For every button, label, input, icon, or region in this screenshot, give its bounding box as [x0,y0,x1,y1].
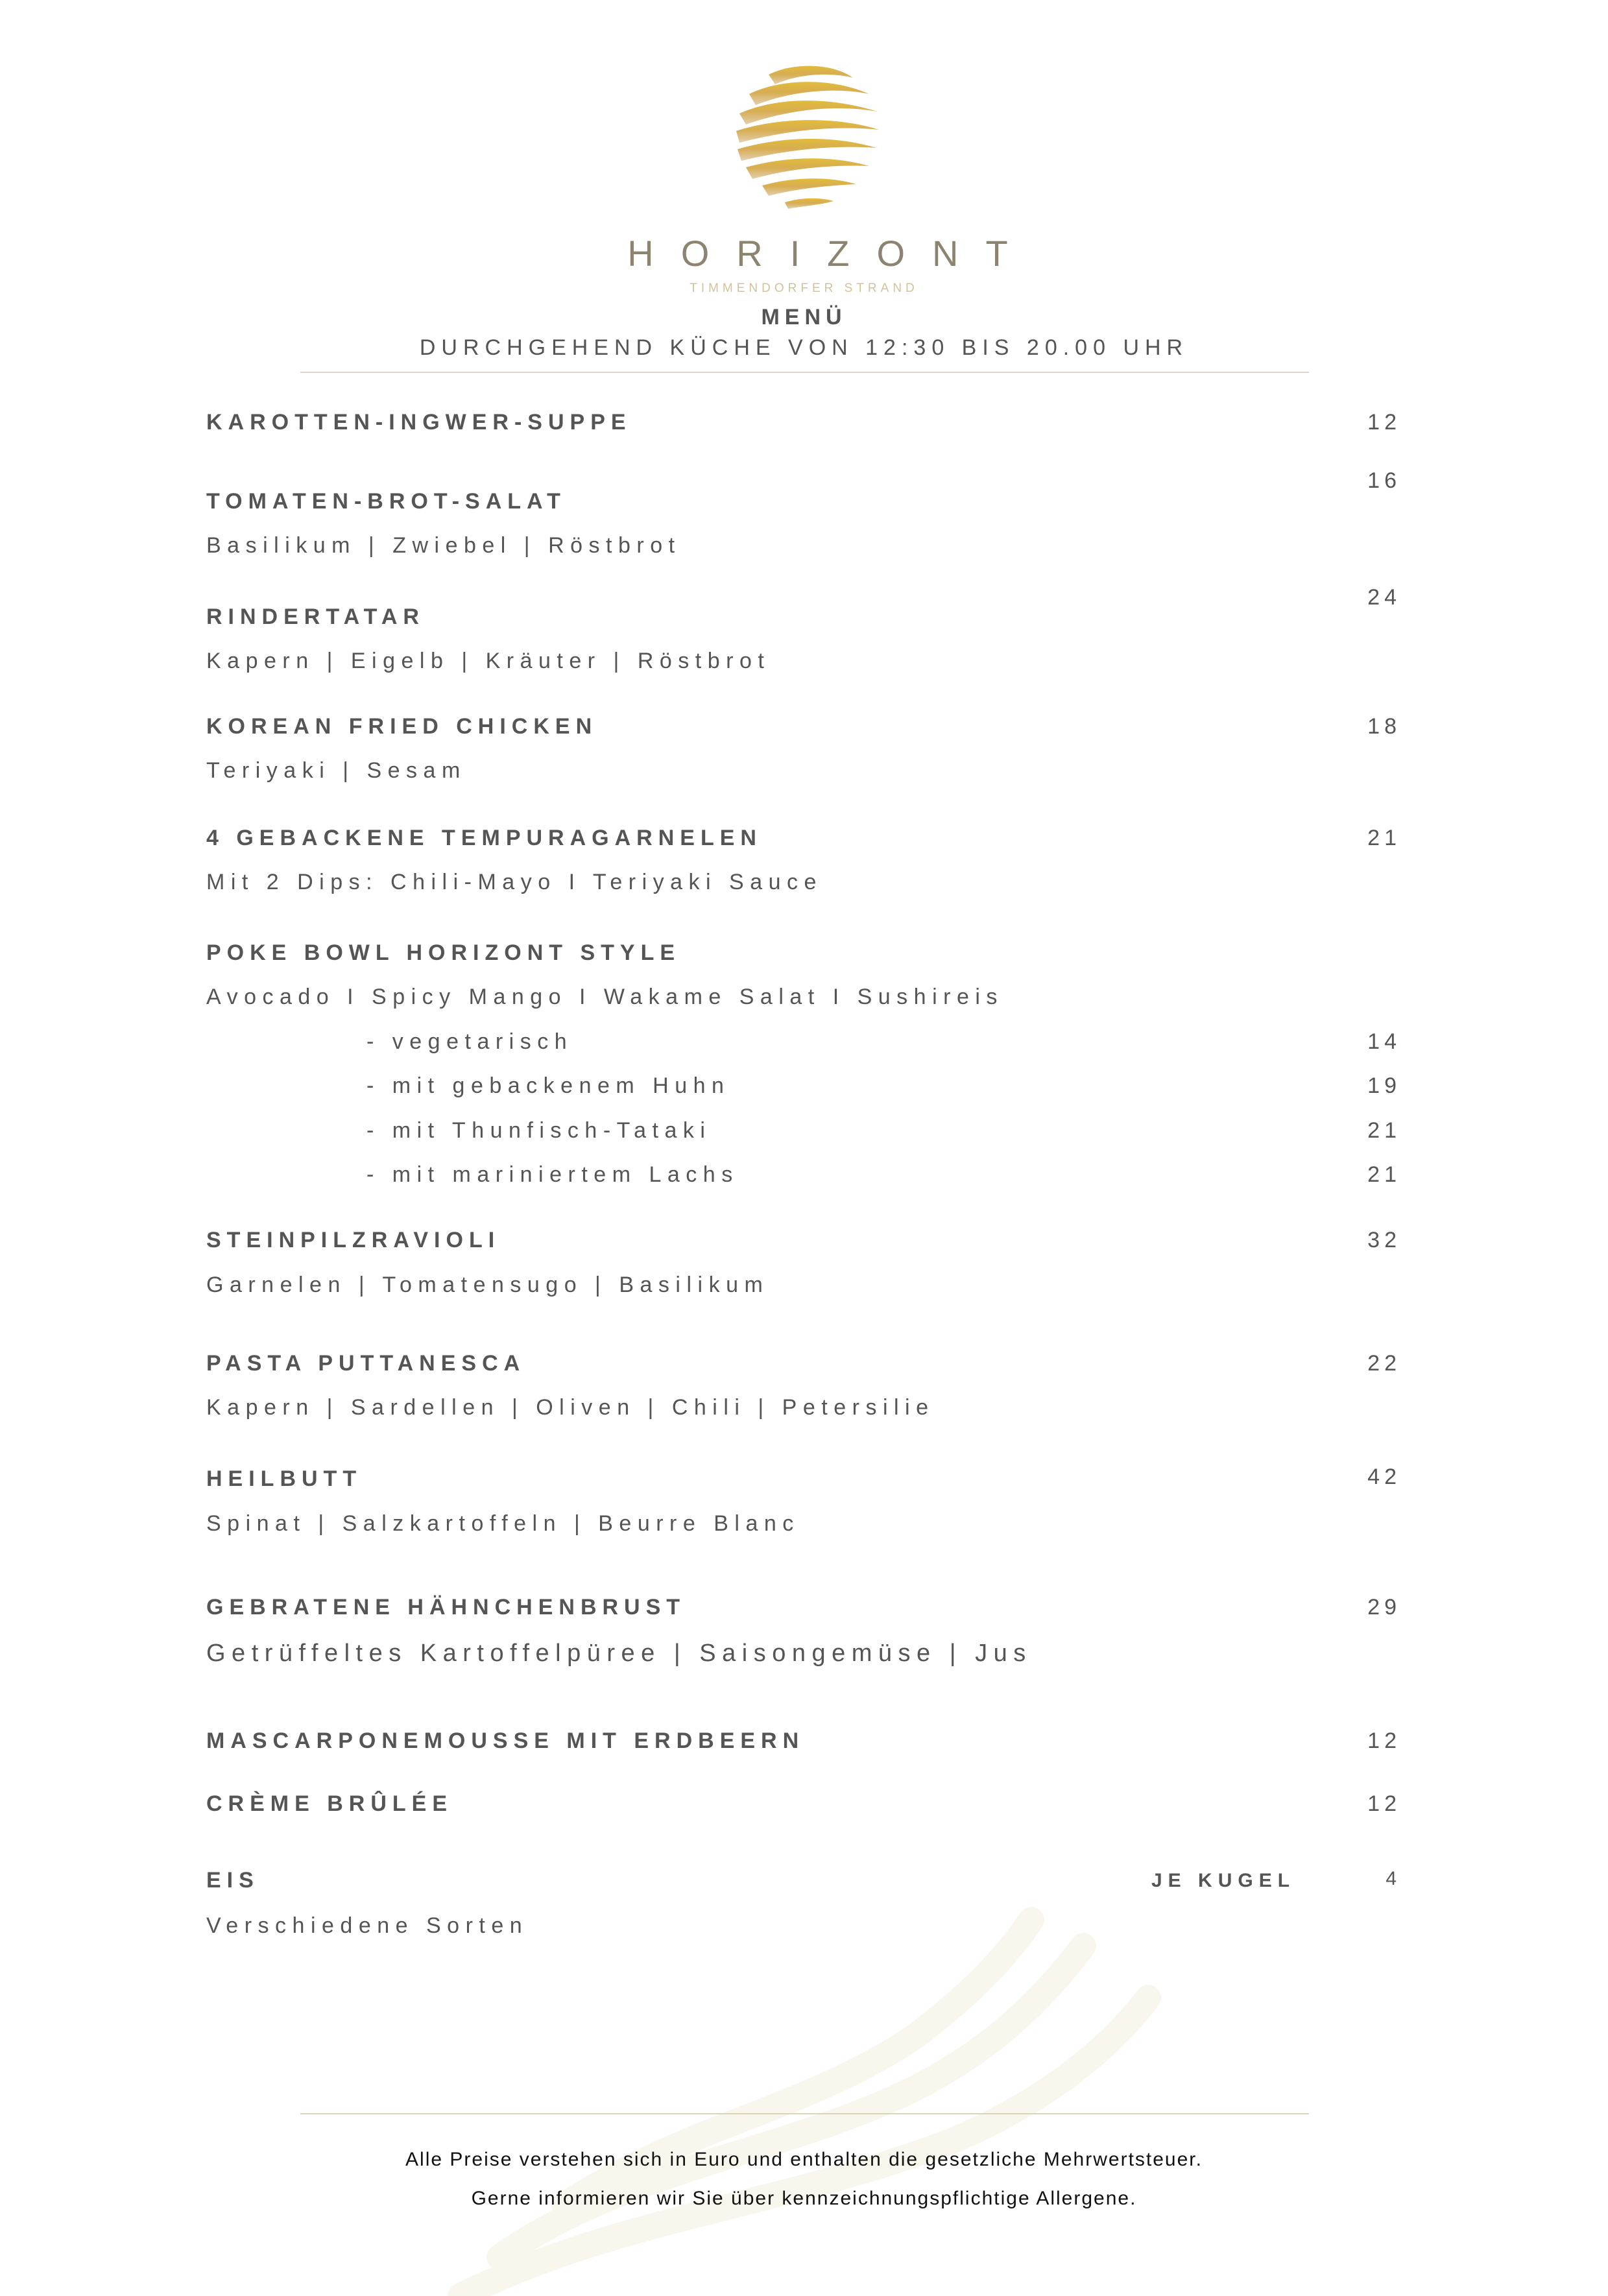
menu-item-name: CRÈME BRÛLÉE [206,1791,453,1816]
menu-item-price: 32 [1367,1228,1401,1252]
menu-item-name: HEILBUTT [206,1466,363,1491]
menu-option-price: 21 [1367,1162,1401,1187]
menu-item-price: 22 [1367,1351,1401,1376]
wave-watermark-icon [422,1894,1200,2296]
menu-item-name: 4 GEBACKENE TEMPURAGARNELEN [206,826,762,850]
menu-item-description: Kapern | Eigelb | Kräuter | Röstbrot [206,649,771,673]
menu-item-description: Getrüffeltes Kartoffelpüree | Saisongemüse | Jus [206,1640,1032,1667]
kitchen-hours: DURCHGEHEND KÜCHE VON 12:30 BIS 20.00 UHR [419,335,1189,360]
menu-item-name: GEBRATENE HÄHNCHENBRUST [206,1595,686,1620]
page-title: MENÜ [761,305,847,329]
header-divider [300,372,1309,373]
menu-item-name: TOMATEN-BROT-SALAT [206,489,566,514]
menu-item-name: PASTA PUTTANESCA [206,1351,526,1376]
menu-item-description: Avocado I Spicy Mango I Wakame Salat I Sushireis [206,985,1003,1009]
menu-item-price: 24 [1367,585,1401,610]
footer-price-note: Alle Preise verstehen sich in Euro und enthalten die gesetzliche Mehrwertsteuer. [405,2149,1203,2170]
menu-item-price: 12 [1367,1791,1401,1816]
brand-subtitle: TIMMENDORFER STRAND [690,281,918,295]
brand-name: HORIZONT [627,233,1035,274]
menu-item-price: 12 [1367,410,1401,435]
menu-option-price: 19 [1367,1073,1401,1098]
menu-item-name: MASCARPONEMOUSSE MIT ERDBEERN [206,1728,805,1753]
menu-item-price: 29 [1367,1595,1401,1620]
menu-item-description: Kapern | Sardellen | Oliven | Chili | Petersilie [206,1395,935,1420]
menu-option-label: - mit gebackenem Huhn [366,1073,730,1098]
menu-item-price: 16 [1367,468,1401,493]
menu-item-price: 42 [1367,1465,1401,1489]
menu-item-name: RINDERTATAR [206,604,425,629]
menu-option-label: - mit mariniertem Lachs [366,1162,739,1187]
footer-divider [300,2113,1309,2114]
menu-item-name: KOREAN FRIED CHICKEN [206,714,598,739]
menu-item-name: EIS [206,1868,259,1893]
menu-item-unit: JE KUGEL [1151,1870,1296,1891]
menu-item-name: POKE BOWL HORIZONT STYLE [206,940,681,965]
menu-item-description: Basilikum | Zwiebel | Röstbrot [206,533,681,558]
menu-option-price: 21 [1367,1118,1401,1143]
menu-item-name: KAROTTEN-INGWER-SUPPE [206,410,632,435]
menu-item-name: STEINPILZRAVIOLI [206,1228,501,1252]
menu-option-price: 14 [1367,1029,1401,1054]
menu-item-price: 18 [1367,714,1401,739]
menu-item-description: Spinat | Salzkartoffeln | Beurre Blanc [206,1511,800,1536]
menu-item-description: Garnelen | Tomatensugo | Basilikum [206,1273,769,1297]
footer-allergen-note: Gerne informieren wir Sie über kennzeichnungspflichtige Allergene. [471,2188,1137,2209]
menu-item-price: 12 [1367,1728,1401,1753]
menu-option-label: - vegetarisch [366,1029,573,1054]
menu-option-label: - mit Thunfisch-Tataki [366,1118,712,1143]
horizont-logo-icon [723,58,885,214]
menu-item-description: Teriyaki | Sesam [206,758,466,783]
menu-item-price: 21 [1367,826,1401,850]
menu-item-price: 4 [1386,1868,1401,1889]
menu-item-description: Mit 2 Dips: Chili-Mayo I Teriyaki Sauce [206,870,822,894]
menu-item-description: Verschiedene Sorten [206,1913,529,1938]
